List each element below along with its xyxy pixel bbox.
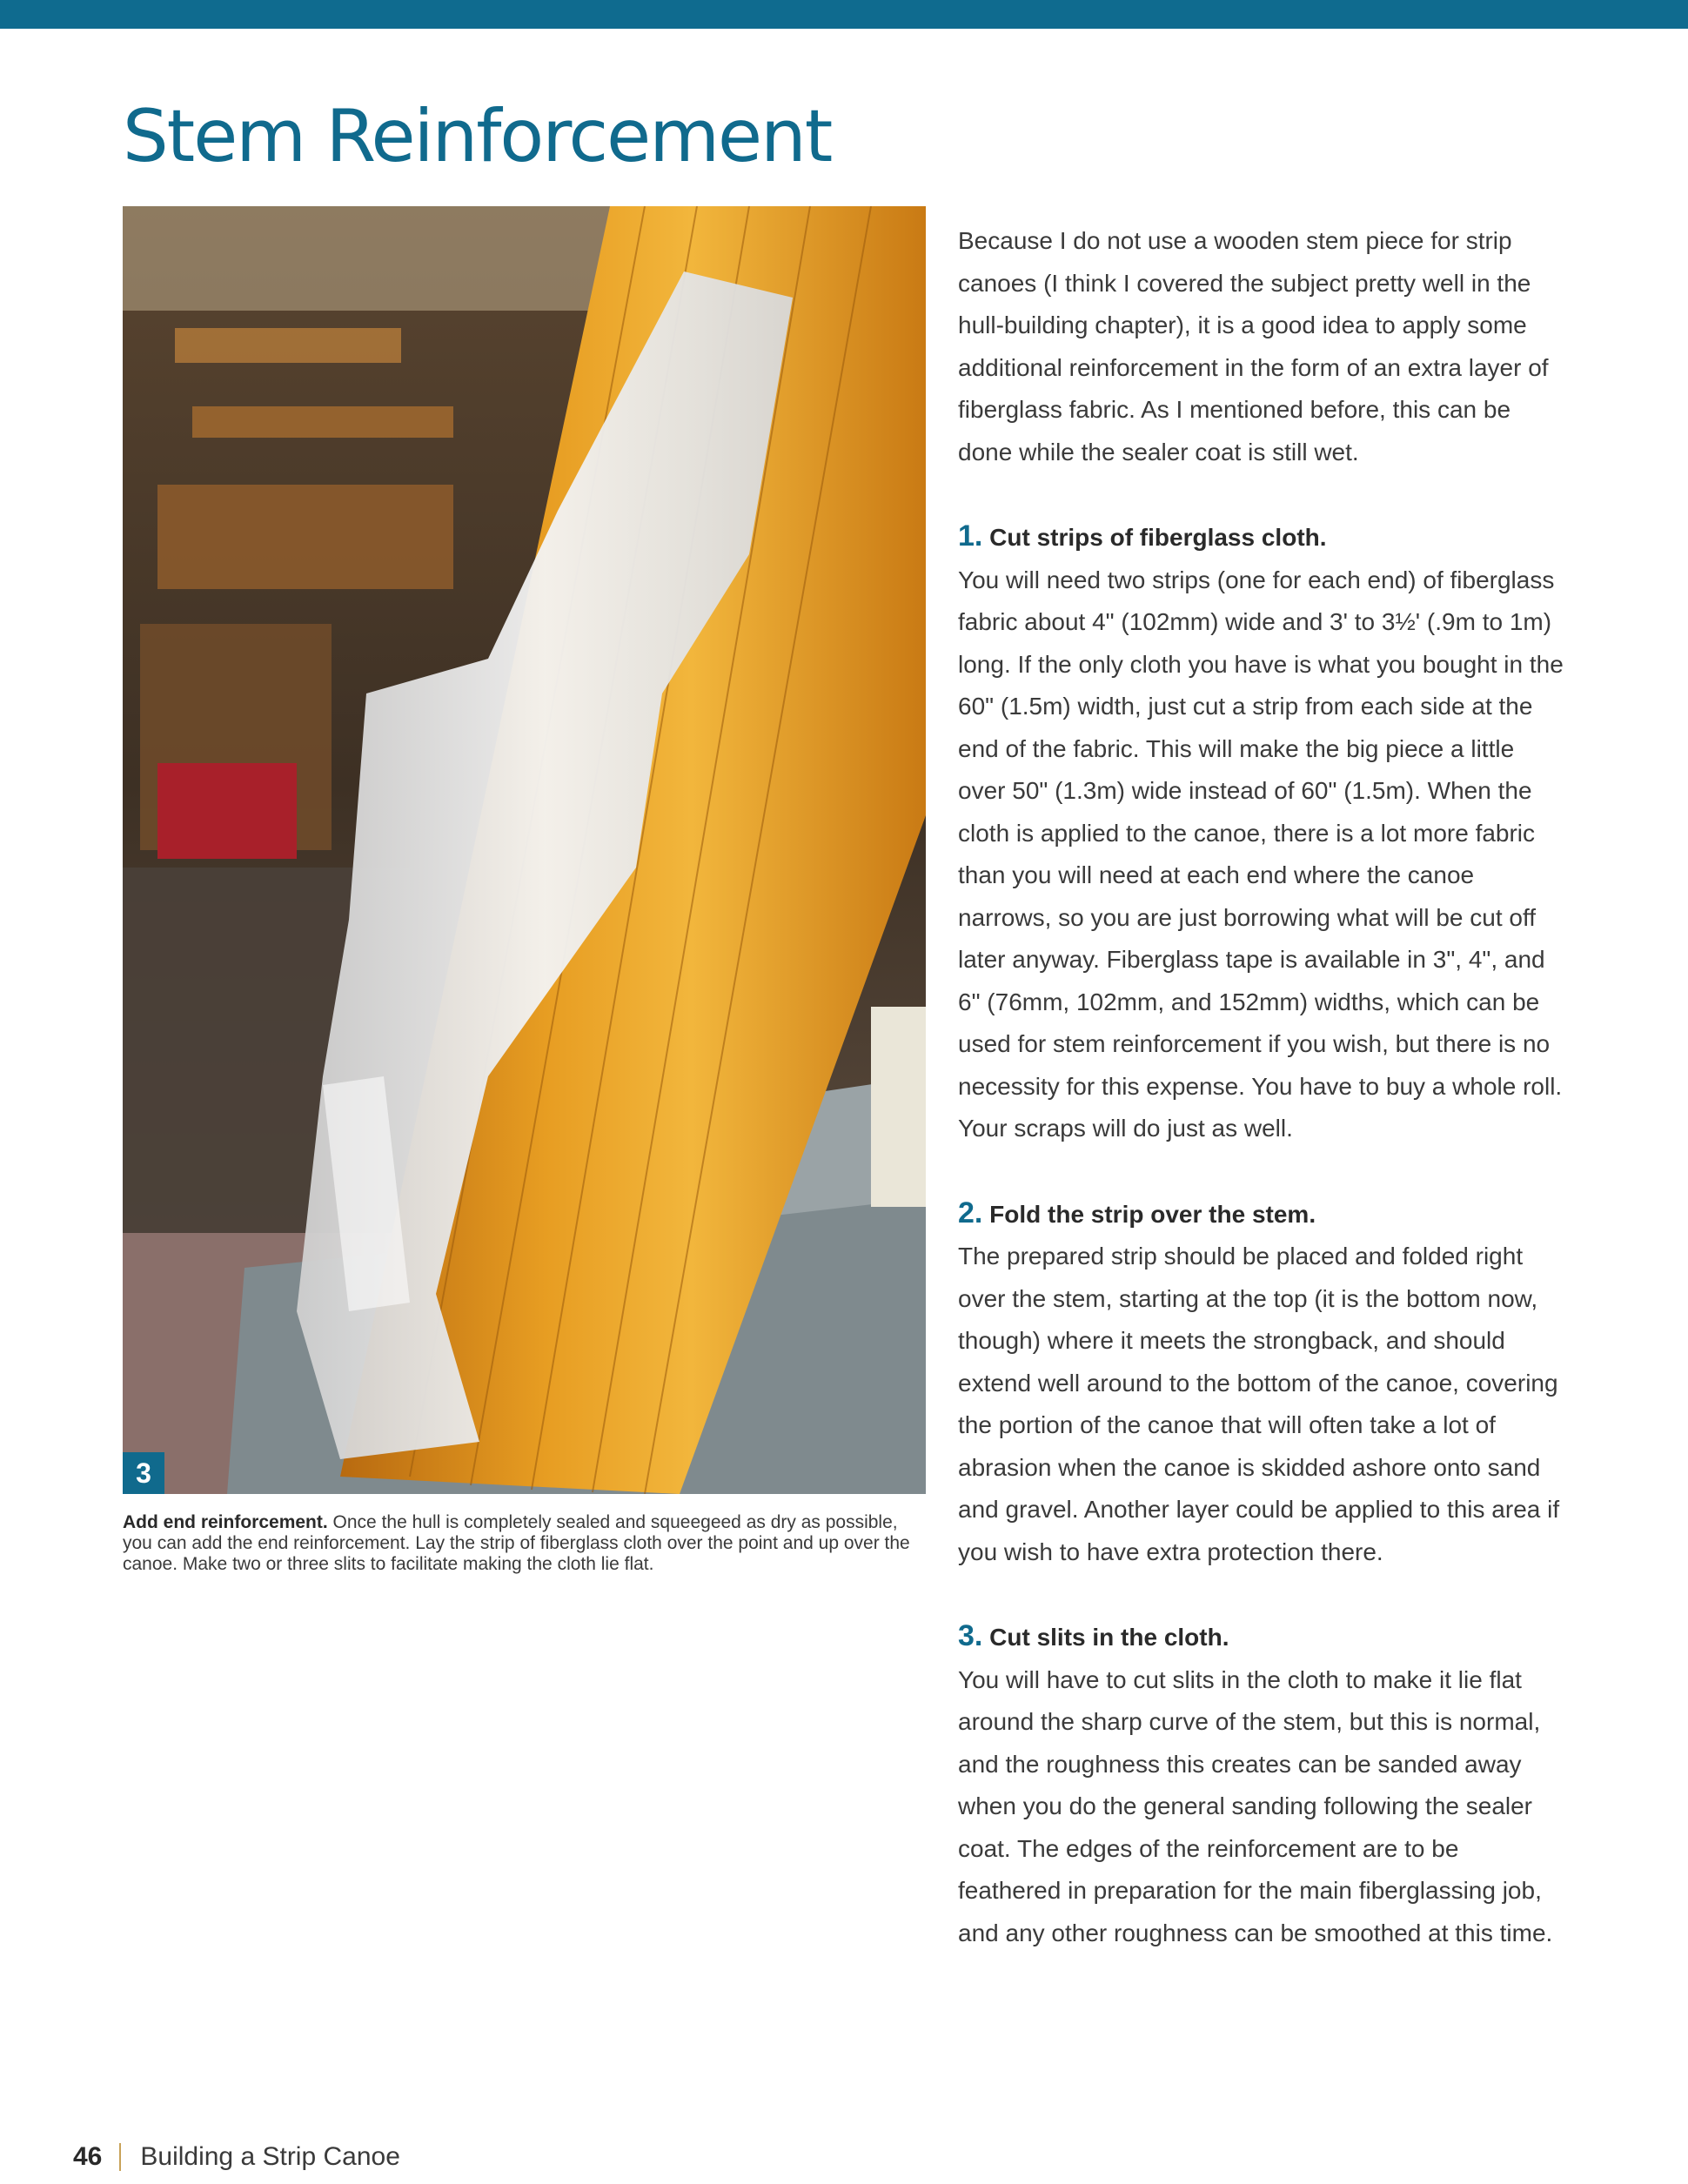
figure-number-badge: 3 xyxy=(123,1452,164,1494)
step-2-number: 2. xyxy=(958,1196,983,1229)
step-2-body: The prepared strip should be placed and folded right over the stem, starting at the top (it is the bottom now, though) where it meets the strongback, and should extend well around to the bottom of the canoe, covering the portion of the canoe that will often take a lot of abrasion when the canoe is skidded ashore onto sand and gravel. Another layer could be applied to this area if you wish to have extra protection there. xyxy=(958,1243,1560,1565)
step-1-title: Cut strips of fiberglass cloth. xyxy=(989,524,1327,551)
step-1-number: 1. xyxy=(958,519,983,553)
canoe-photo xyxy=(123,206,926,1494)
book-title: Building a Strip Canoe xyxy=(140,2142,400,2171)
step-3-number: 3. xyxy=(958,1619,983,1652)
step-3-heading xyxy=(958,1615,1567,1659)
step-1-body: You will need two strips (one for each end) of fiberglass fabric about 4" (102mm) wide and 3' to 3½' (.9m to 1m) long. If the only cloth you have is what you bought in the 60" (1.5m) width, just cut a strip from each side at the end of the fabric. This will make the big piece a little over 50" (1.3m) wide instead of 60" (1.5m). When the cloth is applied to the canoe, there is a lot more fabric than you will need at each end where the canoe narrows, so you are just borrowing what will be cut off later anyway. Fiberglass tape is available in 3", 4", and 6" (76mm, 102mm, and 152mm) widths, which can be used for stem reinforcement if you wish, but there is no necessity for this expense. You have to buy a whole roll. Your scraps will do just as well. xyxy=(958,566,1564,1142)
caption-text: Once the hull is completely sealed and squeegeed as dry as possible, you can add the end reinforcement. Lay the strip of fiberglass cloth over the point and up over the canoe. Make two or three slits to facilitate making the cloth lie flat. xyxy=(123,1512,910,1574)
step-2-title: Fold the strip over the stem. xyxy=(989,1200,1316,1228)
canoe-stem-image xyxy=(123,206,926,1494)
caption-lead: Add end reinforcement. xyxy=(123,1512,328,1532)
figure-caption xyxy=(123,1512,926,1575)
top-accent-bar xyxy=(0,0,1688,29)
step-2-heading xyxy=(958,1192,1567,1236)
intro-paragraph: Because I do not use a wooden stem piece for strip canoes (I think I covered the subject pretty well in the hull-building chapter), it is a good idea to apply some additional reinforcement in the form of an extra layer of fiberglass fabric. As I mentioned before, this can be done while the sealer coat is still wet. xyxy=(958,227,1549,466)
body-column xyxy=(958,220,1567,1954)
step-3-body: You will have to cut slits in the cloth to make it lie flat around the sharp curve of the stem, but this is normal, and the roughness this creates can be sanded away when you do the general sanding following the sealer coat. The edges of the reinforcement are to be feathered in preparation for the main fiberglassing job, and any other roughness can be smoothed at this time. xyxy=(958,1665,1553,1946)
page-title: Stem Reinforcement xyxy=(123,94,832,178)
step-3-title: Cut slits in the cloth. xyxy=(989,1624,1229,1651)
page-footer xyxy=(73,2142,400,2172)
footer-divider xyxy=(119,2143,121,2171)
page-number: 46 xyxy=(73,2142,103,2171)
step-1-heading xyxy=(958,515,1567,559)
